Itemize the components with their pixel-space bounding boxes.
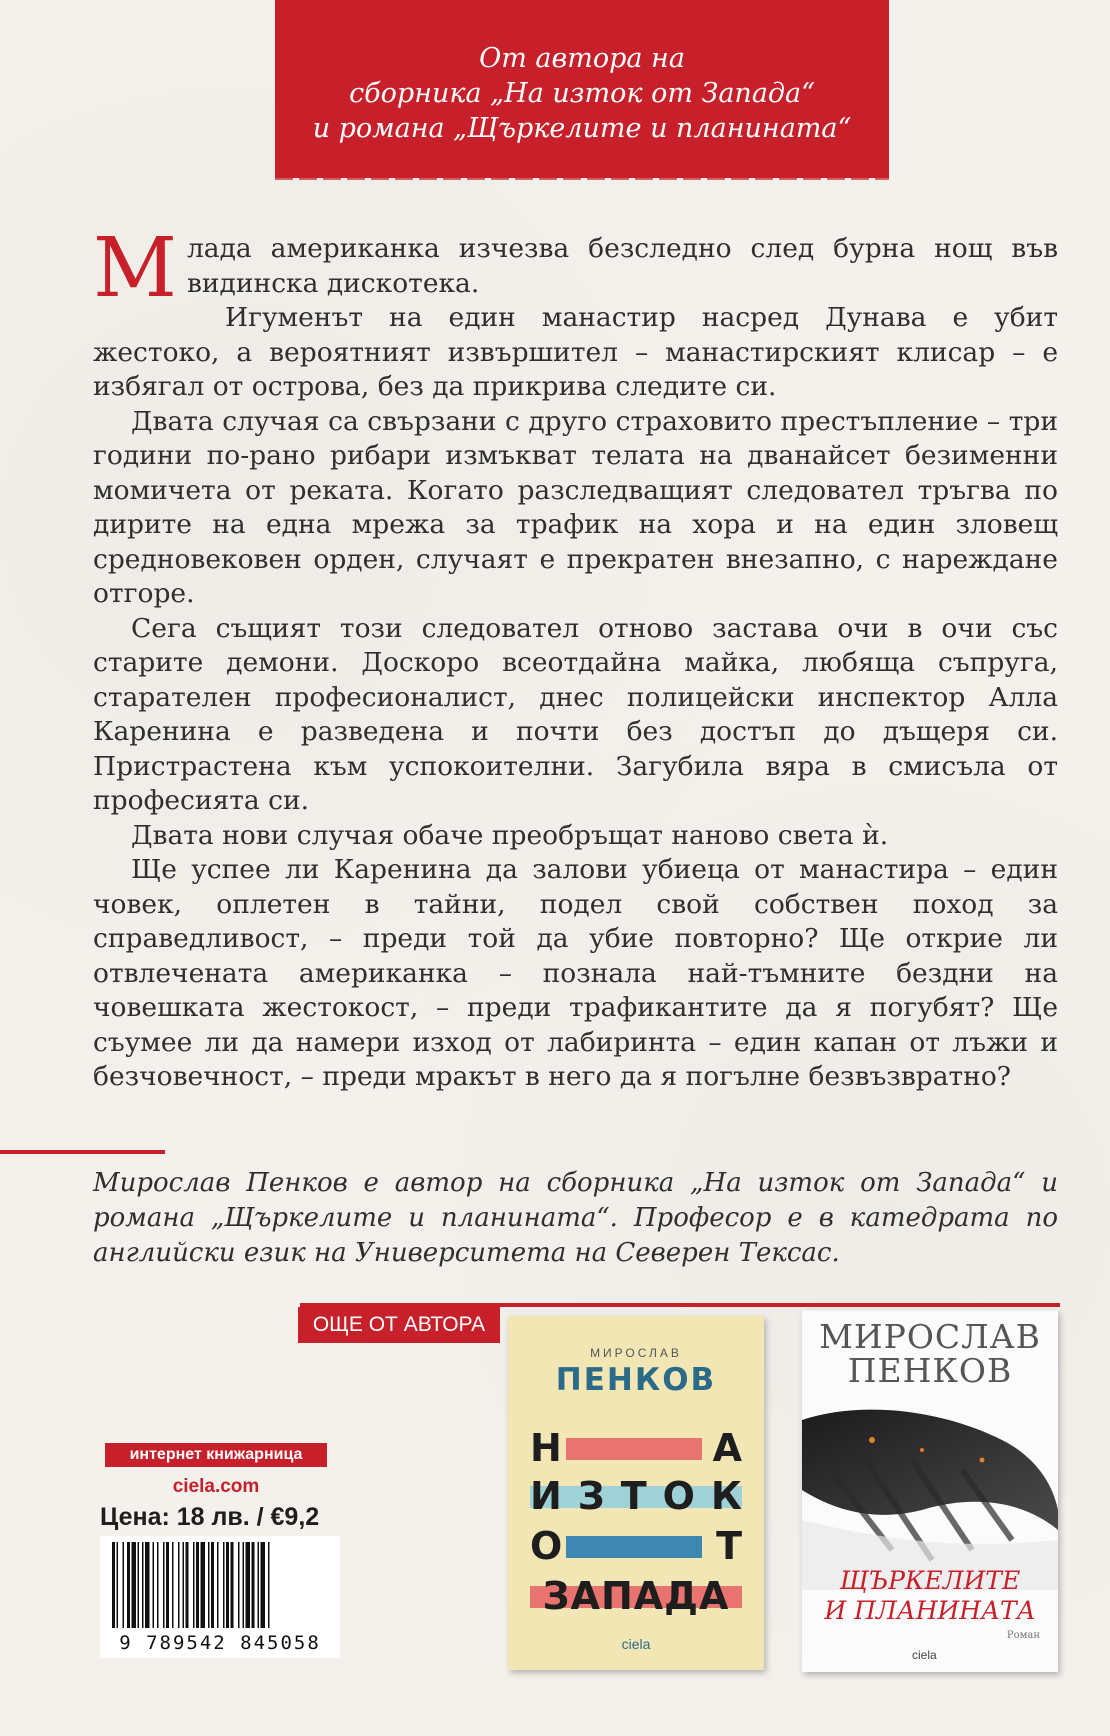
barcode-bar [226, 1542, 229, 1628]
barcode-bars [110, 1542, 330, 1628]
book1-letter: Т [716, 1524, 742, 1568]
banner-line-2: сборника „На изток от Запада“ [349, 77, 815, 109]
book1-letter: О [530, 1524, 563, 1568]
barcode-bar [132, 1542, 137, 1628]
banner-line-3: и романа „Щъркелите и планината“ [312, 112, 852, 144]
barcode-bar [246, 1542, 251, 1628]
book1-letter: К [710, 1474, 742, 1518]
barcode-bar [196, 1542, 199, 1628]
blurb-paragraph-4: Сега същият този следовател отново застава очи в очи със старите демони. Доскоро всеотдайна майка, любяща съпруга, старателен професионалист, днес полицейски инспектор Алла Каренина е разведена и почти без достъп до дъщеря си. Пристрастена към успокоителни. Загубила вяра в смисъла от професията си. [93, 612, 1058, 816]
barcode-bar [138, 1542, 140, 1628]
barcode-bar [186, 1542, 189, 1628]
book2-title [802, 1566, 1058, 1626]
barcode-bar [178, 1542, 180, 1628]
blurb-paragraph-3: Двата случая са свързани с друго страховито престъпление – три години по-рано рибари измъкват телата на дванайсет безименни момичета от реката. Когато разследващият следовател тръгва по дирите на една мрежа за трафик на хора и на един зловещ средновековен орден, случаят е прекратен внезапно, с нареждане отгоре. [93, 405, 1058, 609]
barcode-bar [238, 1542, 240, 1628]
barcode [100, 1536, 340, 1658]
barcode-bar [153, 1542, 155, 1628]
book1-letter: Н [530, 1426, 562, 1470]
book1-author-first: МИРОСЛАВ [590, 1346, 682, 1360]
barcode-digits: 9 789542 845058 [119, 1632, 321, 1654]
book1-letter: О [662, 1474, 695, 1518]
book1-letter: Т [620, 1474, 647, 1518]
barcode-bar [166, 1542, 169, 1628]
blurb [93, 221, 1058, 1095]
book1-row-3 [530, 1526, 742, 1566]
author-bio: Мирослав Пенков е автор на сборника „На изток от Запада“ и романа „Щъркелите и планината“. Професор е в катедрата по английски език на Университета на Северен Тексас. [93, 1168, 1058, 1268]
barcode-bar [231, 1542, 234, 1628]
blurb-paragraph-6: Ще успее ли Каренина да залови убиеца от манастира – един човек, оплетен в тайни, подел свой собствен поход за справедливост, – преди той да убие повторно? Ще открие ли отвлечената американка – познала най-тъмните бездни на човешката жестокост, – преди трафикантите да я погубят? Ще съумее ли да намери изход от лабиринта – един капан от лъжи и безчовечност, – преди мракът в него да я погълне безвъзвратно? [93, 854, 1058, 1092]
barcode-bar [117, 1542, 119, 1628]
book2-title-line-2: И ПЛАНИНАТА [824, 1596, 1036, 1625]
book1-row-1 [530, 1428, 742, 1468]
book-cover-na-iztok-ot-zapada [508, 1316, 764, 1670]
wing-illustration [802, 1400, 1058, 1590]
top-banner [275, 0, 889, 178]
book1-letter: А [712, 1426, 742, 1470]
barcode-bar [243, 1542, 245, 1628]
barcode-bar [261, 1542, 266, 1628]
barcode-bar [145, 1542, 150, 1628]
book2-author-last: ПЕНКОВ [847, 1351, 1013, 1390]
barcode-bar [193, 1542, 195, 1628]
book2-publisher: ciela [912, 1648, 937, 1662]
barcode-bar [112, 1542, 115, 1628]
barcode-bar [268, 1542, 270, 1628]
banner-line-1: От автора на [479, 42, 685, 74]
blurb-p1-text: лада американка изчезва безследно след бурна нощ във видинска дискотека. [186, 233, 1058, 299]
blurb-paragraph-5: Двата нови случая обаче преобръщат наново света ѝ. [131, 819, 889, 851]
book1-letter: И [530, 1474, 562, 1518]
barcode-bar [201, 1542, 206, 1628]
book1-row-4 [530, 1576, 742, 1616]
shop-url: ciela.com [172, 1476, 260, 1497]
book2-title-line-1: ЩЪРКЕЛИТЕ [839, 1566, 1021, 1595]
book1-letter: З [577, 1474, 605, 1518]
book2-subtitle: Роман [1006, 1630, 1040, 1641]
barcode-bar [258, 1542, 260, 1628]
barcode-bar [217, 1542, 219, 1628]
barcode-bar [223, 1542, 225, 1628]
barcode-bar [127, 1542, 130, 1628]
price: Цена: 18 лв. / €9,2 [100, 1503, 320, 1531]
online-bookstore-label: интернет книжарница [105, 1443, 327, 1467]
banner-torn-edge [275, 170, 889, 180]
barcode-bar [157, 1542, 159, 1628]
barcode-bar [211, 1542, 214, 1628]
blurb-paragraph-1 [93, 221, 1058, 316]
section-divider [0, 1150, 165, 1154]
barcode-bar [172, 1542, 174, 1628]
book2-author [802, 1317, 1058, 1390]
book1-author-last: ПЕНКОВ [555, 1362, 717, 1398]
book1-title-last: ЗАПАДА [542, 1574, 730, 1618]
more-from-author-label: ОЩЕ ОТ АВТОРА [298, 1307, 500, 1343]
barcode-bar [208, 1542, 210, 1628]
drop-cap: М [93, 221, 177, 316]
barcode-bar [123, 1542, 125, 1628]
book-cover-shtarkelite-i-planinata [802, 1310, 1058, 1672]
barcode-bar [142, 1542, 144, 1628]
barcode-bar [163, 1542, 165, 1628]
book1-publisher: ciela [621, 1636, 651, 1652]
blurb-paragraph-2: Игуменът на един манастир насред Дунава е убит жестоко, а вероятният извършител – манастирският клисар – е избягал от острова, без да прикрива следите си. [93, 302, 1058, 402]
barcode-bar [252, 1542, 255, 1628]
barcode-bar [183, 1542, 185, 1628]
book1-row-2 [530, 1476, 742, 1516]
book2-author-first: МИРОСЛАВ [819, 1317, 1041, 1356]
